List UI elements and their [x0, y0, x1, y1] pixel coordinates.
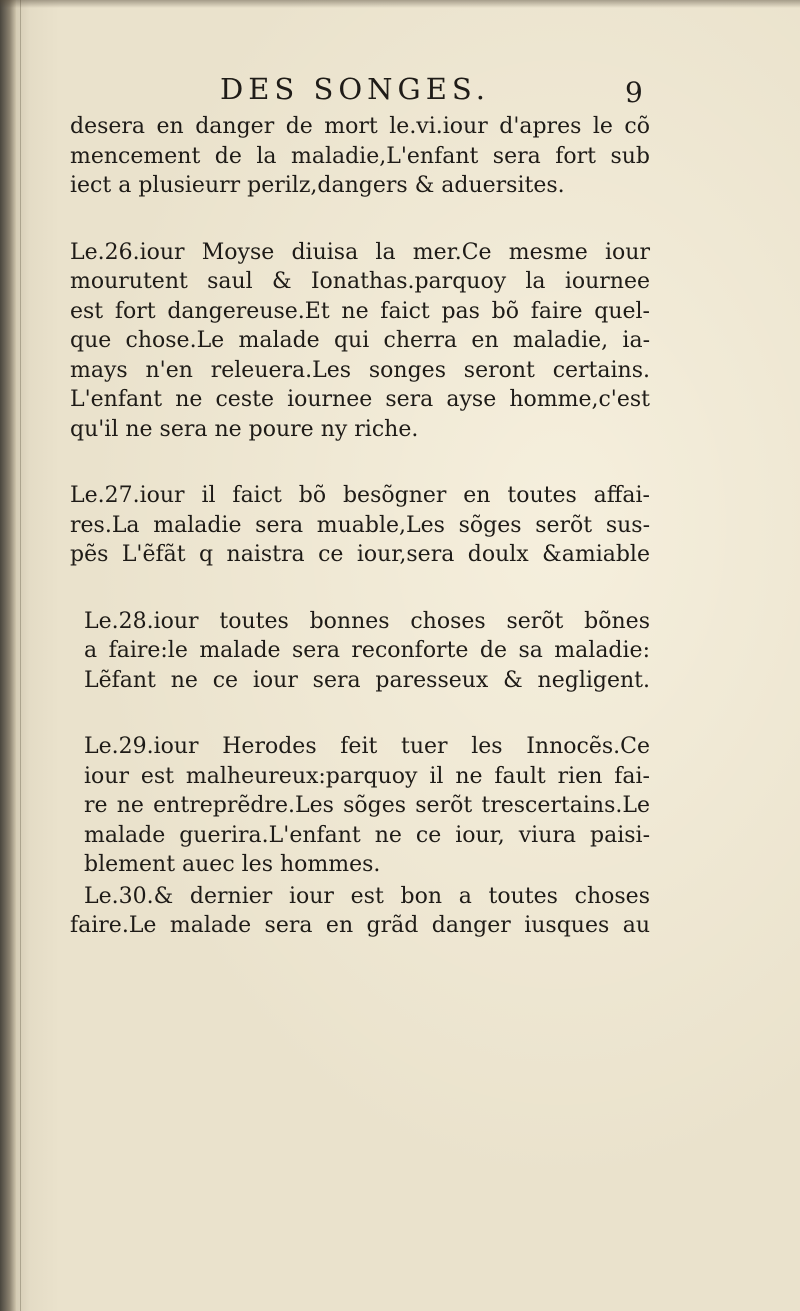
text-line: Le.28.iour toutes bonnes choses serõt bõnes	[84, 608, 650, 634]
text-line: L'enfant ne ceste iournee sera ayse homme,c'est	[70, 387, 650, 412]
paragraph-day-26	[70, 238, 650, 445]
book-binding-edge	[0, 0, 16, 1311]
paragraph-day-29	[70, 732, 650, 880]
text-line: desera en danger de mort le.vi.iour d'apres le cõ	[70, 114, 650, 139]
text-line: pẽs L'ẽfãt q naistra ce iour,sera doulx &amiable	[70, 542, 650, 567]
text-line: mourutent saul & Ionathas.parquoy la iournee	[70, 269, 650, 294]
text-line: a faire:le malade sera reconforte de sa maladie:	[84, 638, 650, 663]
text-line: que chose.Le malade qui cherra en maladie, ia-	[70, 328, 650, 353]
text-line: iect a plusieurr perilz,dangers & aduersites.	[70, 173, 565, 198]
paragraph-day-28	[70, 607, 650, 696]
text-line: est fort dangereuse.Et ne faict pas bõ faire quel-	[70, 298, 650, 324]
text-line: res.La maladie sera muable,Les sõges serõt sus-	[70, 512, 650, 538]
text-line: Lẽfant ne ce iour sera paresseux & negligent.	[84, 667, 650, 693]
text-line: faire.Le malade sera en grãd danger iusques au	[70, 913, 650, 938]
text-line: mencement de la maladie,L'enfant sera fort sub	[70, 143, 650, 169]
text-line: re ne entreprẽdre.Les sõges serõt trescertains.Le	[84, 793, 650, 818]
text-line: Le.26.iour Moyse diuisa la mer.Ce mesme iour	[70, 239, 650, 265]
text-line: Le.30.& dernier iour est bon a toutes choses	[84, 883, 650, 909]
text-line: iour est malheureux:parquoy il ne fault rien fai-	[84, 763, 650, 789]
page-gutter-line	[20, 0, 21, 1311]
text-line: Le.27.iour il faict bõ besõgner en toutes affai-	[70, 483, 650, 508]
text-line: blement auec les hommes.	[84, 852, 381, 877]
paragraph-day-27	[70, 481, 650, 570]
paragraph-day-30	[70, 882, 650, 941]
body-text	[70, 112, 650, 941]
page-number: 9	[625, 76, 643, 109]
text-line: qu'il ne sera ne poure ny riche.	[70, 416, 419, 442]
paragraph-day-25-end	[70, 112, 650, 201]
text-line: malade guerira.L'enfant ne ce iour, viura paisi-	[84, 822, 650, 848]
text-line: Le.29.iour Herodes feit tuer les Innocẽs.Ce	[84, 734, 650, 759]
page-top-shadow	[0, 0, 800, 8]
text-line: mays n'en releuera.Les songes seront certains.	[70, 357, 650, 383]
running-head: DES SONGES.	[220, 72, 490, 106]
